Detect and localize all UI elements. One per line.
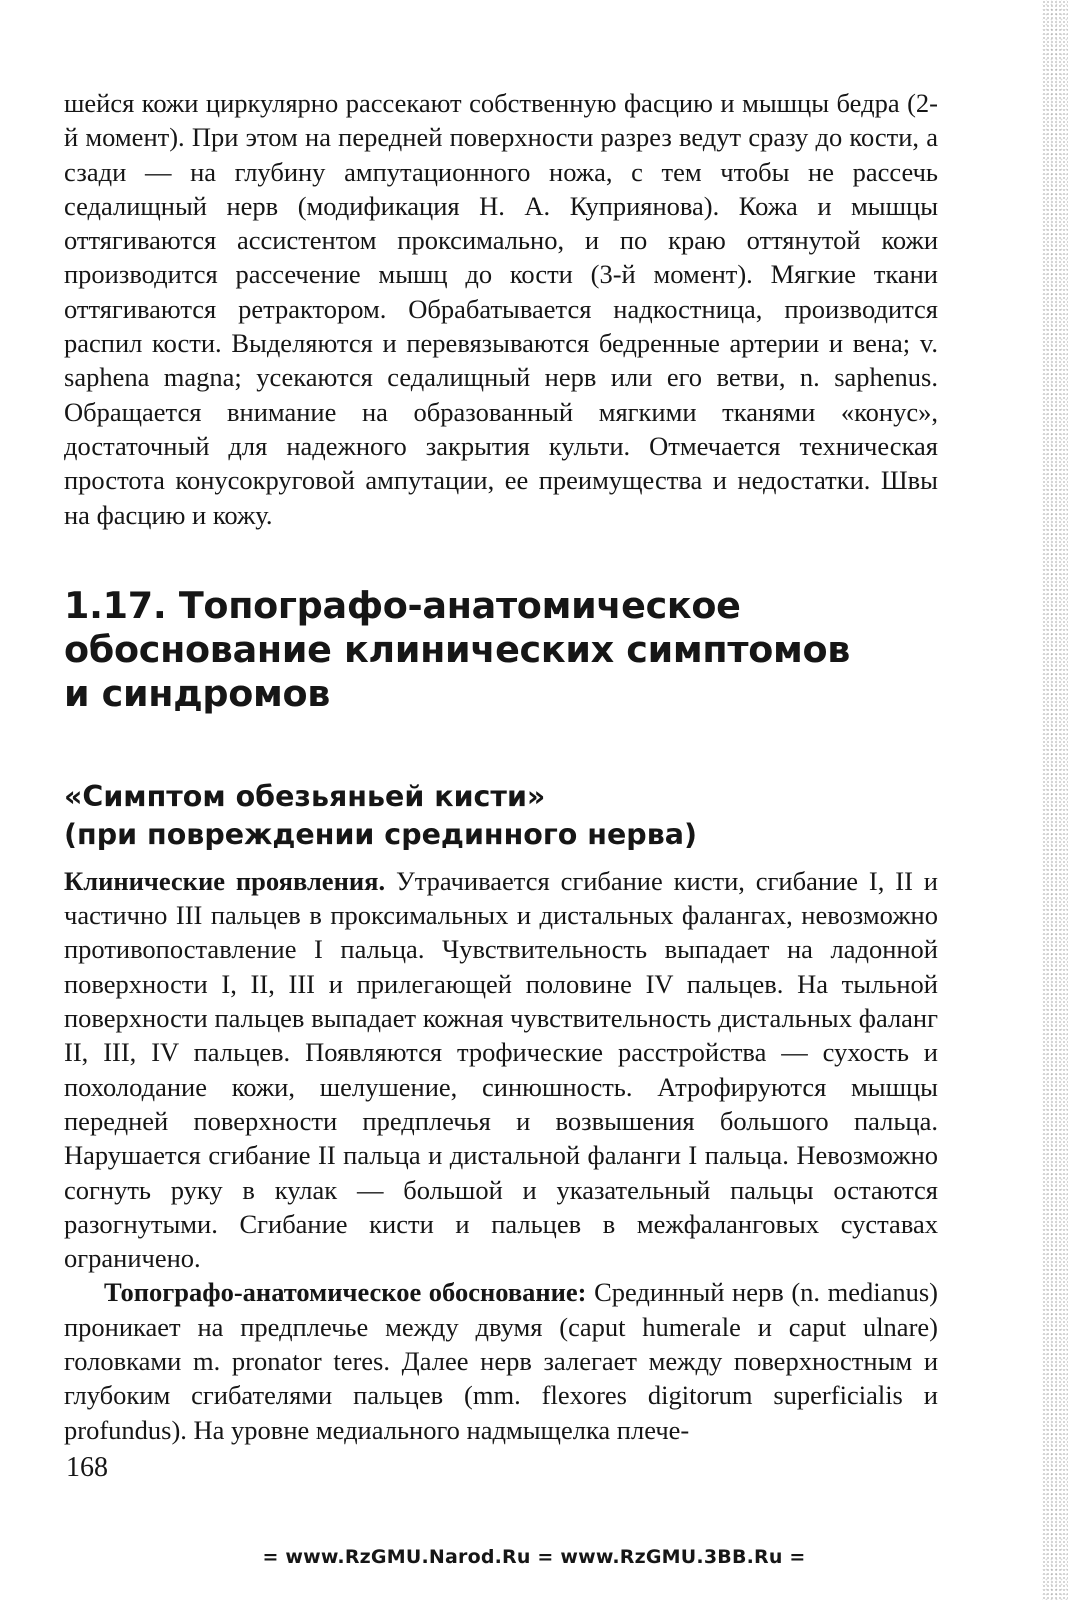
paragraph-topographic-justification: [64, 1275, 938, 1446]
subsection-heading: [64, 778, 938, 854]
topographic-justification-label: Топографо-анатомическое обоснование:: [104, 1277, 587, 1308]
paragraph-amputation-continuation: шейся кожи циркулярно рассекают собственную фасцию и мышцы бедра (2-й момент). При этом на передней поверхности разрез ведут сразу до кости, а сзади — на глубину ампутационного ножа, с тем чтобы не рассечь седалищный нерв (модификация Н. А. Куприянова). Кожа и мышцы оттягиваются ассистентом проксимально, и по краю оттянутой кожи производится рассечение мышц до кости (3-й момент). Мягкие ткани оттягиваются ретрактором. Обрабатывается надкостница, производится распил кости. Выделяются и перевязываются бедренные артерии и вена; v. saphena magna; усекаются седалищный нерв или его ветви, n. saphenus. Обращается внимание на образованный мягкими тканями «конус», достаточный для надежного закрытия культи. Отмечается техническая простота конусокруговой ампутации, ее преимущества и недостатки. Швы на фасцию и кожу.: [64, 88, 938, 530]
clinical-manifestations-text: Утрачивается сгибание кисти, сгибание I, II и частично III пальцев в проксимальных и дистальных фалангах, невозможно противопоставление I пальца. Чувствительность выпадает на ладонной поверхности I, II, III и прилегающей половине IV пальцев. На тыльной поверхности пальцев выпадает кожная чувствительность дистальных фаланг II, III, IV пальцев. Появляются трофические расстройства — сухость и похолодание кожи, шелушение, синюшность. Атрофируются мышцы передней поверхности предплечья и возвышения большого пальца. Нарушается сгибание II пальца и дистальной фаланги I пальца. Невозможно согнуть руку в кулак — большой и указательный пальцы остаются разогнутыми. Сгибание кисти и пальцев в межфаланговых суставах ограничено.: [64, 865, 938, 1274]
subsection-heading-line-1: «Симптом обезьяньей кисти»: [64, 779, 546, 813]
section-heading: [64, 584, 938, 716]
page-content: [64, 86, 938, 1447]
clinical-manifestations-label: Клинические проявления.: [64, 865, 386, 896]
scan-edge-noise: [1042, 0, 1068, 1600]
section-heading-line-3: и синдромов: [64, 671, 331, 715]
subsection-heading-line-2: (при повреждении срединного нерва): [64, 817, 697, 851]
topographic-justification-text: Срединный нерв (n. medianus) проникает на предплечье между двумя (caput humerale и caput ulnare) головками m. pronator teres. Далее нерв залегает между поверхностным и глубоким сгибателями пальцев (mm. flexores digitorum superficialis и profundus). На уровне медиального надмыщелка плече-: [64, 1277, 938, 1445]
section-heading-line-1: 1.17. Топографо-анатомическое: [64, 583, 741, 627]
page-number: 168: [66, 1452, 108, 1483]
footer-watermark-text: = www.RzGMU.Narod.Ru = www.RzGMU.3BB.Ru =: [262, 1546, 806, 1568]
paragraph-clinical-manifestations: [64, 864, 938, 1276]
section-heading-line-2: обоснование клинических симптомов: [64, 627, 851, 671]
